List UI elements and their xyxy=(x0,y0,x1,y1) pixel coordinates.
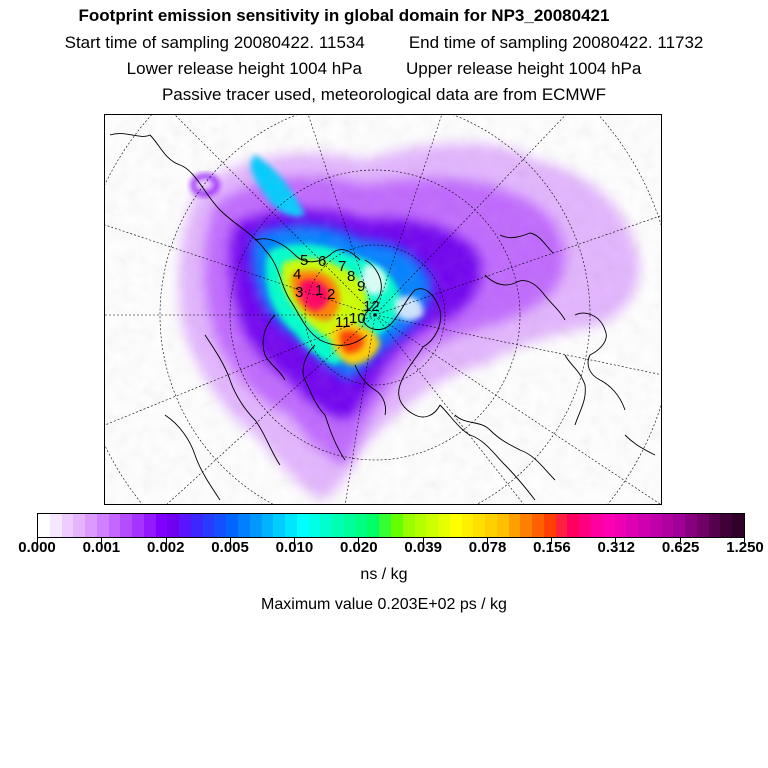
colorbar-segment xyxy=(426,514,438,537)
colorbar-segment xyxy=(73,514,85,537)
colorbar-segment xyxy=(156,514,168,537)
colorbar-segment xyxy=(391,514,403,537)
colorbar-tick-label: 0.020 xyxy=(340,539,378,556)
colorbar-segment xyxy=(50,514,62,537)
colorbar-segment xyxy=(356,514,368,537)
sampling-times xyxy=(0,33,768,53)
colorbar-segment xyxy=(473,514,485,537)
colorbar-segment xyxy=(650,514,662,537)
colorbar-segment xyxy=(203,514,215,537)
colorbar-segment xyxy=(685,514,697,537)
colorbar-labels xyxy=(0,539,768,559)
colorbar-segment xyxy=(379,514,391,537)
colorbar-segment xyxy=(509,514,521,537)
colorbar-segment xyxy=(462,514,474,537)
colorbar-tick-label: 0.000 xyxy=(18,539,56,556)
marker-label: 8 xyxy=(347,268,356,285)
colorbar-segment xyxy=(732,514,744,537)
marker-label: 4 xyxy=(293,266,302,283)
tracer-info: Passive tracer used, meteorological data are from ECMWF xyxy=(161,85,607,104)
colorbar-segment xyxy=(250,514,262,537)
map-canvas xyxy=(105,115,662,505)
colorbar-segment xyxy=(167,514,179,537)
colorbar-segment xyxy=(120,514,132,537)
colorbar-segment xyxy=(109,514,121,537)
lower-release-height: Lower release height 1004 hPa xyxy=(126,59,362,78)
colorbar-tick-label: 0.039 xyxy=(404,539,442,556)
colorbar-tick-label: 0.010 xyxy=(275,539,314,556)
colorbar-segment xyxy=(273,514,285,537)
colorbar-segment xyxy=(638,514,650,537)
release-heights xyxy=(0,59,768,79)
marker-label: 3 xyxy=(295,284,304,301)
colorbar-segment xyxy=(214,514,226,537)
colorbar-tick-label: 0.312 xyxy=(597,539,636,556)
plot-title: Footprint emission sensitivity in global domain for NP3_20080421 xyxy=(78,6,610,25)
upper-release-height: Upper release height 1004 hPa xyxy=(406,59,642,78)
colorbar-tick-label: 0.005 xyxy=(211,539,249,556)
colorbar-segment xyxy=(709,514,721,537)
colorbar-segment xyxy=(238,514,250,537)
start-time: Start time of sampling 20080422. 11534 xyxy=(64,33,365,52)
colorbar-segment xyxy=(579,514,591,537)
marker-label: 10 xyxy=(349,310,366,327)
colorbar-tick-label: 0.002 xyxy=(146,539,185,556)
marker-label: 7 xyxy=(338,258,347,275)
colorbar-segment xyxy=(320,514,332,537)
marker-label: 2 xyxy=(327,286,336,303)
colorbar-segment xyxy=(567,514,579,537)
colorbar-segment xyxy=(309,514,321,537)
colorbar-segment xyxy=(450,514,462,537)
colorbar-segment xyxy=(367,514,379,537)
marker-label: 12 xyxy=(363,298,380,315)
colorbar-tick-label: 0.625 xyxy=(661,539,700,556)
colorbar-segment xyxy=(673,514,685,537)
colorbar-tick-label: 0.156 xyxy=(533,539,571,556)
colorbar-segment xyxy=(438,514,450,537)
colorbar-segment xyxy=(532,514,544,537)
colorbar-segment xyxy=(403,514,415,537)
colorbar-segment xyxy=(697,514,709,537)
colorbar-segment xyxy=(262,514,274,537)
marker-label: 9 xyxy=(357,278,366,295)
colorbar-segment xyxy=(285,514,297,537)
colorbar-segment xyxy=(179,514,191,537)
maximum-value: Maximum value 0.203E+02 ps / kg xyxy=(261,596,507,613)
colorbar-segment xyxy=(497,514,509,537)
colorbar-segment xyxy=(615,514,627,537)
colorbar-segment xyxy=(38,514,50,537)
colorbar-segment xyxy=(344,514,356,537)
footprint-map xyxy=(104,114,662,505)
colorbar-segment xyxy=(415,514,427,537)
colorbar-tick-label: 1.250 xyxy=(726,539,764,556)
marker-label: 5 xyxy=(300,252,309,269)
marker-label: 11 xyxy=(335,314,351,331)
colorbar-segment xyxy=(62,514,74,537)
colorbar-segment xyxy=(662,514,674,537)
colorbar-segment xyxy=(556,514,568,537)
colorbar-segment xyxy=(603,514,615,537)
colorbar-segment xyxy=(97,514,109,537)
colorbar-segment xyxy=(626,514,638,537)
colorbar-segment xyxy=(191,514,203,537)
sensitivity-field xyxy=(105,115,662,505)
colorbar-segment xyxy=(132,514,144,537)
colorbar-segment xyxy=(332,514,344,537)
colorbar-segment xyxy=(226,514,238,537)
colorbar-segment xyxy=(144,514,156,537)
colorbar-segment xyxy=(85,514,97,537)
colorbar-segment xyxy=(591,514,603,537)
colorbar-segment xyxy=(485,514,497,537)
colorbar-segment xyxy=(297,514,309,537)
colorbar-segment xyxy=(720,514,732,537)
marker-label: 6 xyxy=(318,253,327,270)
colorbar-segment xyxy=(544,514,556,537)
marker-label: 1 xyxy=(315,282,324,299)
colorbar-unit: ns / kg xyxy=(360,566,408,583)
colorbar-segment xyxy=(520,514,532,537)
colorbar xyxy=(37,513,745,538)
colorbar-tick-label: 0.001 xyxy=(82,539,121,556)
end-time: End time of sampling 20080422. 11732 xyxy=(408,33,704,52)
colorbar-tick-label: 0.078 xyxy=(468,539,507,556)
